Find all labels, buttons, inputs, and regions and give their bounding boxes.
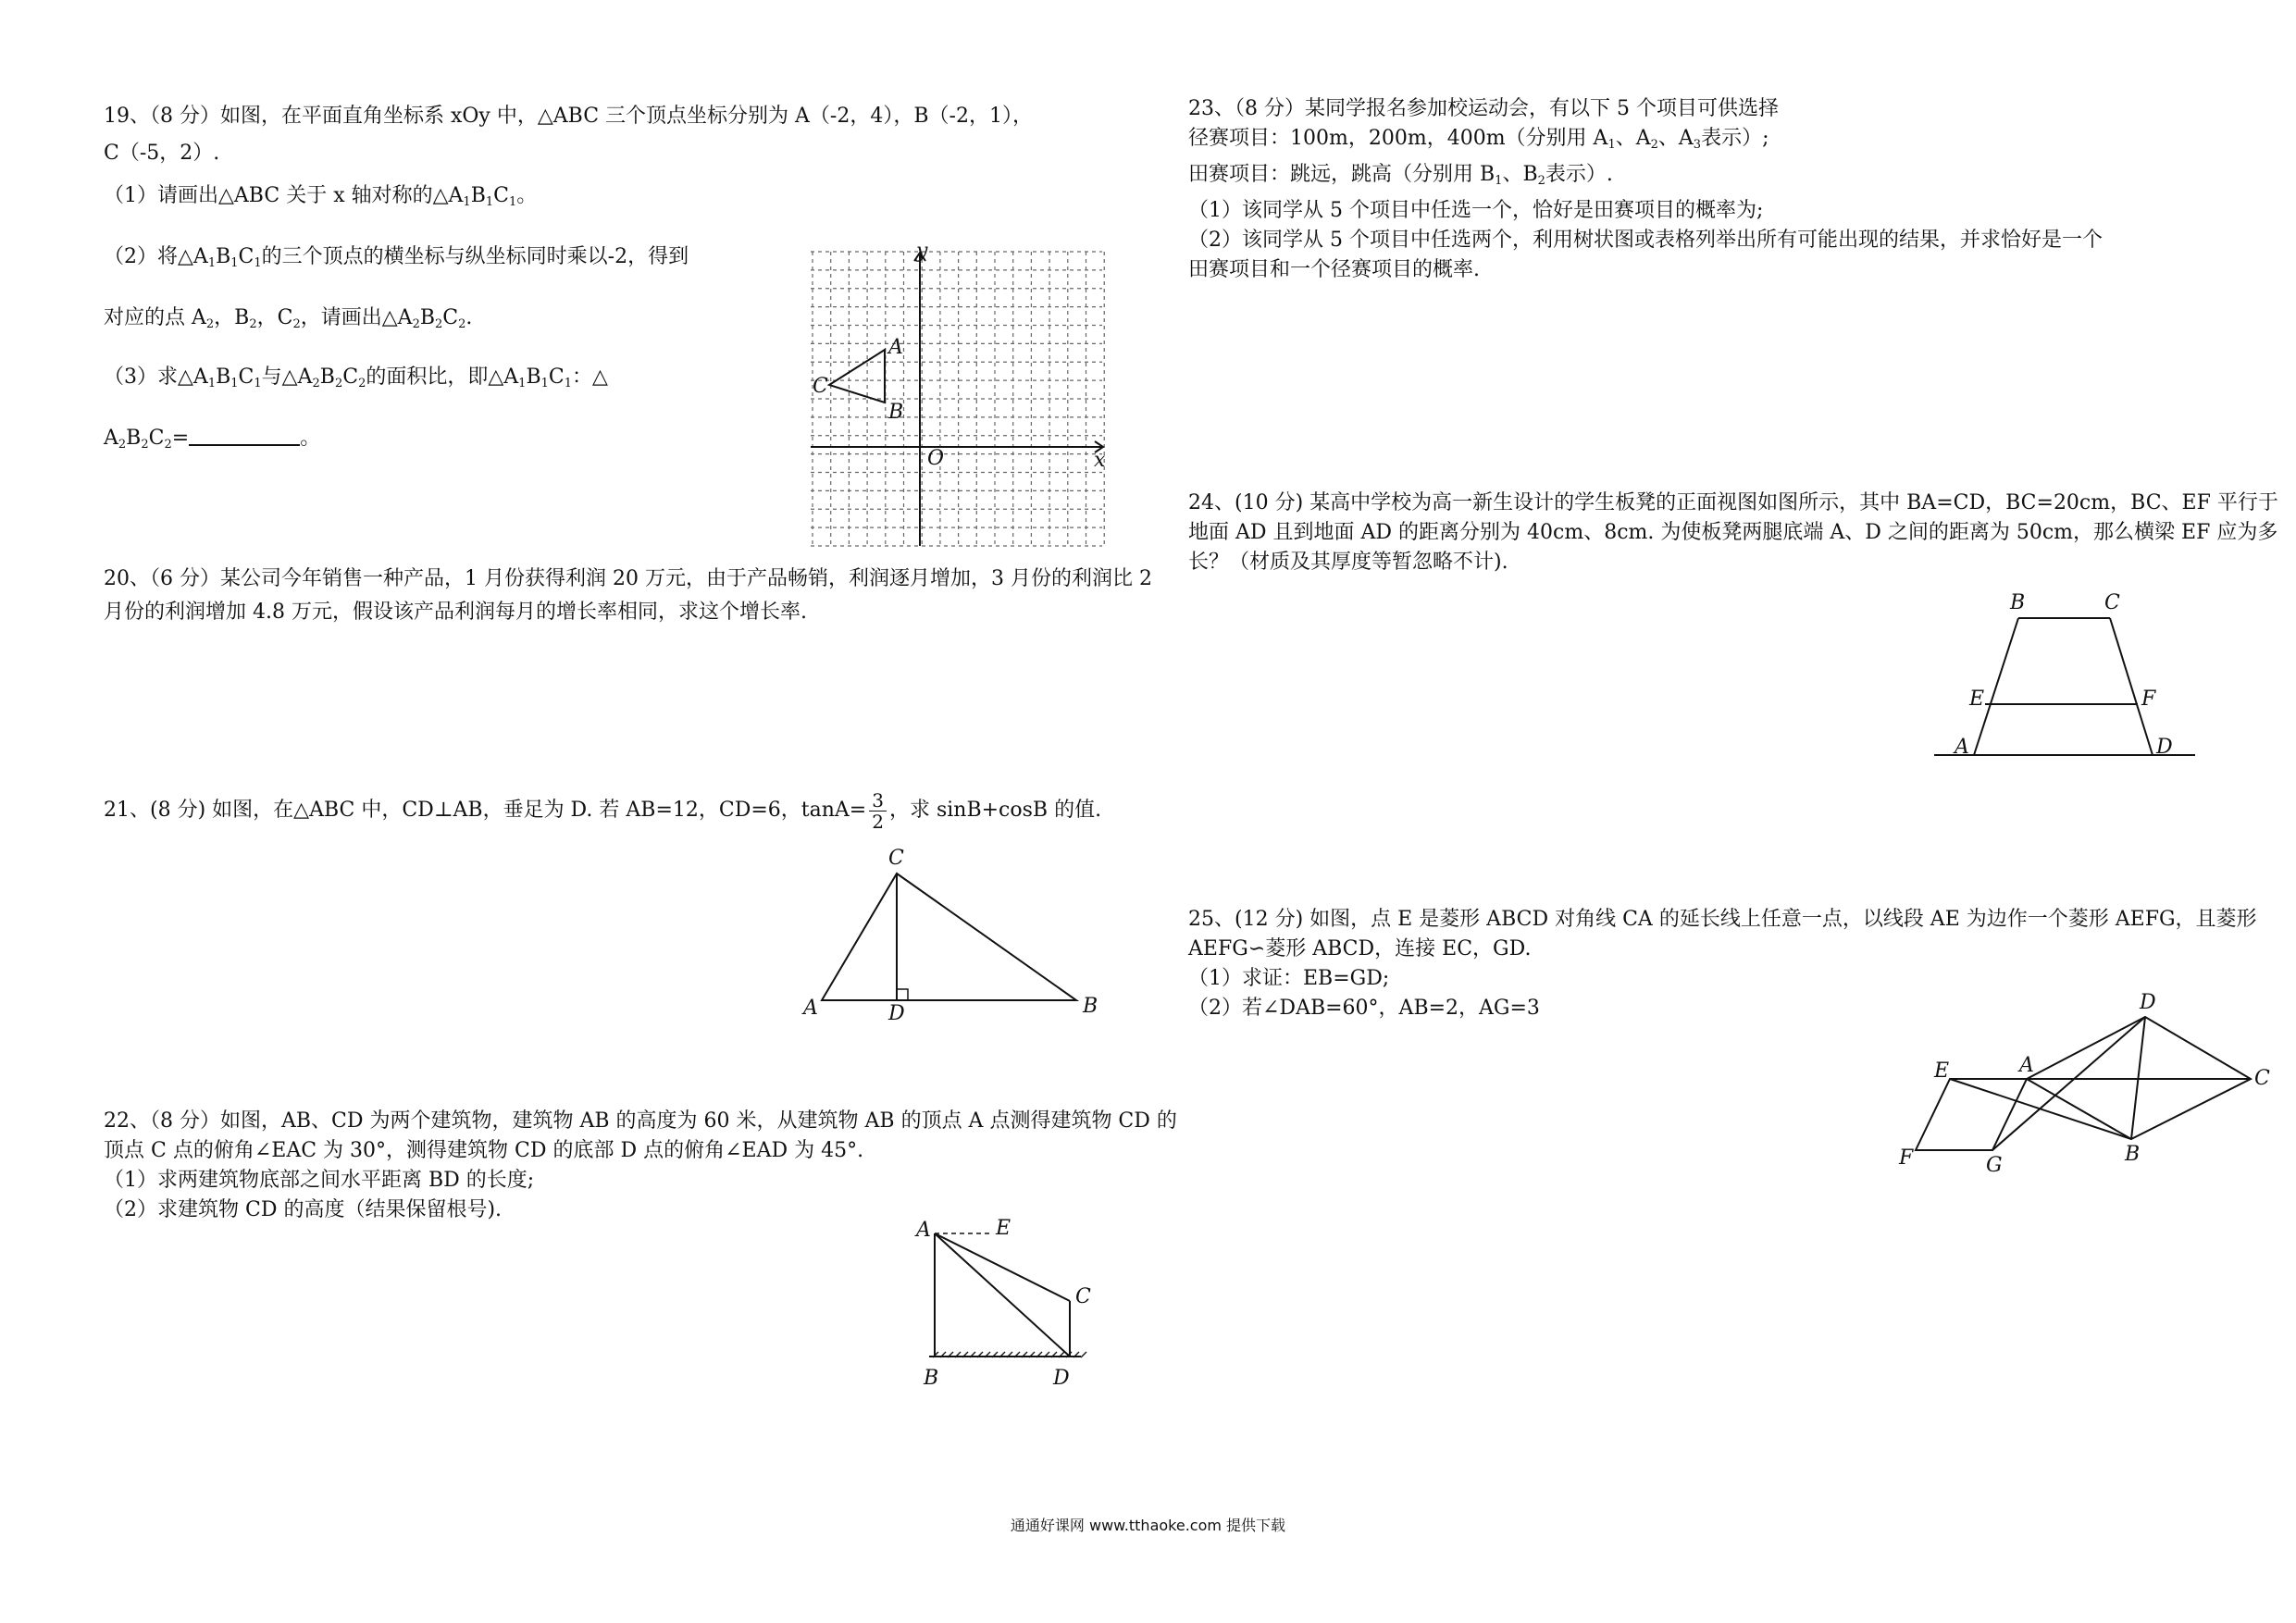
hatch-mark (1081, 1352, 1086, 1357)
label-y: y (916, 240, 928, 263)
label-c: C (888, 847, 904, 870)
q21-text: 21、(8 分) 如图，在△ABC 中，CD⊥AB，垂足为 D. 若 AB=12，CD=6，tanA= $\frac{3}{2}$ ，求 sinB+cosB 的值. (104, 788, 1102, 833)
label-a: A (888, 336, 903, 359)
label-d: D (2156, 736, 2173, 759)
sightline-ad (935, 1233, 1070, 1357)
label-a: A (803, 997, 818, 1020)
q25-rhombus-figure (1897, 991, 2270, 1177)
footer-source: 通通好课网 www.tthaoke.com 提供下载 (1010, 1517, 1286, 1534)
label-a: A (916, 1219, 931, 1242)
q19-part1: （1）请画出△ABC 关于 x 轴对称的$\triangle A_1B_1C_1$。 (104, 184, 538, 209)
label-c: C (2254, 1067, 2270, 1090)
segment-gd (1992, 1017, 2145, 1150)
q22-buildings-figure (916, 1212, 1120, 1394)
triangle-abc (822, 873, 1076, 1000)
label-c: C (2104, 591, 2120, 614)
answer-blank[interactable] (189, 424, 300, 446)
label-a: A (1955, 736, 1969, 759)
leg-cd (2110, 618, 2153, 755)
label-e: E (1969, 688, 1985, 711)
label-f: F (1899, 1146, 1914, 1170)
q19-coordinate-grid (811, 240, 1107, 546)
q24-bench-figure (1934, 592, 2212, 761)
label-d: D (1053, 1367, 1070, 1390)
tan-a-fraction: $\frac{3}{2}$ (869, 790, 887, 832)
q19-part2: （2）将$\triangle A_1B_1C_1$的三个顶点的横坐标与纵坐标同时乘以-2，得到 (104, 245, 689, 270)
label-c: C (813, 375, 828, 398)
label-g: G (1986, 1154, 2003, 1177)
q19-stem: 19、（8 分）如图，在平面直角坐标系 xOy 中，△ABC 三个顶点坐标分别为 A（-2，4），B（-2，1）， C（-5，2）. (104, 105, 1033, 165)
q19-part3-answer: $A_2B_2C_2=$ 。 (104, 424, 320, 460)
right-angle-mark (897, 989, 908, 1000)
q24-text: 24、(10 分) 某高中学校为高一新生设计的学生板凳的正面视图如图所示，其中 BA=CD，BC=20cm，BC、EF 平行于 地面 AD 且到地面 AD 的距离分别为 40cm、8cm. 为使板凳两腿底端 A、D 之间的距离为 50cm，那么横梁 EF 应为多 长？（材质及其厚度等暂忽略不计). (1188, 491, 2278, 574)
q25-text: 25、(12 分) 如图，点 E 是菱形 ABCD 对角线 CA 的延长线上任意一点，以线段 AE 为边作一个菱形 AEFG，且菱形 AEFG∽菱形 ABCD，连接 EC，GD. （1）求证：EB=GD; （2）若∠DAB=60°，AB=2，AG=3 (1188, 908, 2257, 1020)
label-d: D (2140, 991, 2156, 1014)
label-o: O (927, 447, 945, 470)
leg-ab (1974, 618, 2018, 755)
q21-triangle-figure (796, 846, 1111, 1025)
q20-text: 20、（6 分）某公司今年销售一种产品，1 月份获得利润 20 万元，由于产品畅销，利润逐月增加，3 月份的利润比 2 月份的利润增加 4.8 万元，假设该产品利润每月的增长率相同，求这个增长率. (104, 567, 1152, 624)
sightline-ac (935, 1233, 1070, 1301)
label-b: B (924, 1367, 939, 1390)
label-d: D (888, 1002, 905, 1025)
label-f: F (2141, 688, 2156, 711)
label-a: A (2019, 1054, 2034, 1077)
label-b: B (2010, 591, 2026, 614)
label-x: x (1094, 449, 1106, 472)
label-b: B (2125, 1143, 2141, 1166)
triangle-abc (829, 350, 885, 403)
rhombus-aefg (1916, 1079, 2027, 1150)
grid-lines (811, 252, 1104, 546)
q19-part2-cont: 对应的点 $A_2$，$B_2$，$C_2$，请画出$\triangle A_2B_2C_2$. (104, 306, 473, 331)
label-b: B (888, 401, 904, 424)
label-c: C (1075, 1285, 1091, 1308)
label-e: E (1934, 1059, 1950, 1083)
label-e: E (996, 1217, 1011, 1240)
q22-text: 22、（8 分）如图，AB、CD 为两个建筑物，建筑物 AB 的高度为 60 米，从建筑物 AB 的顶点 A 点测得建筑物 CD 的 顶点 C 点的俯角∠EAC 为 30°，测得建筑物 CD 的底部 D 点的俯角∠EAD 为 45°. （1）求两建筑物底部之间水平距离 BD 的长度; （2）求建筑物 CD 的高度（结果保留根号). (104, 1109, 1177, 1221)
q19-part3: （3）求$\triangle A_1B_1C_1$与$\triangle A_2B_2C_2$的面积比，即$\triangle A_1B_1C_1$：△ (104, 365, 608, 390)
label-b: B (1083, 995, 1098, 1018)
q23-text: 23、（8 分）某同学报名参加校运动会，有以下 5 个项目可供选择 径赛项目：100m，200m，400m（分别用 $A_1$、$A_2$、$A_3$表示）; 田赛项目：跳远，跳高（分别用 $B_1$、$B_2$表示）. （1）该同学从 5 个项目中任选一个，恰好是田赛项目的概率为; （2）该同学从 5 个项目中任选两个，利用树状图或表格列举出所有可能出现的结果，并求恰好是一个 田赛项目和一个径赛项目的概率. (1188, 97, 2103, 281)
